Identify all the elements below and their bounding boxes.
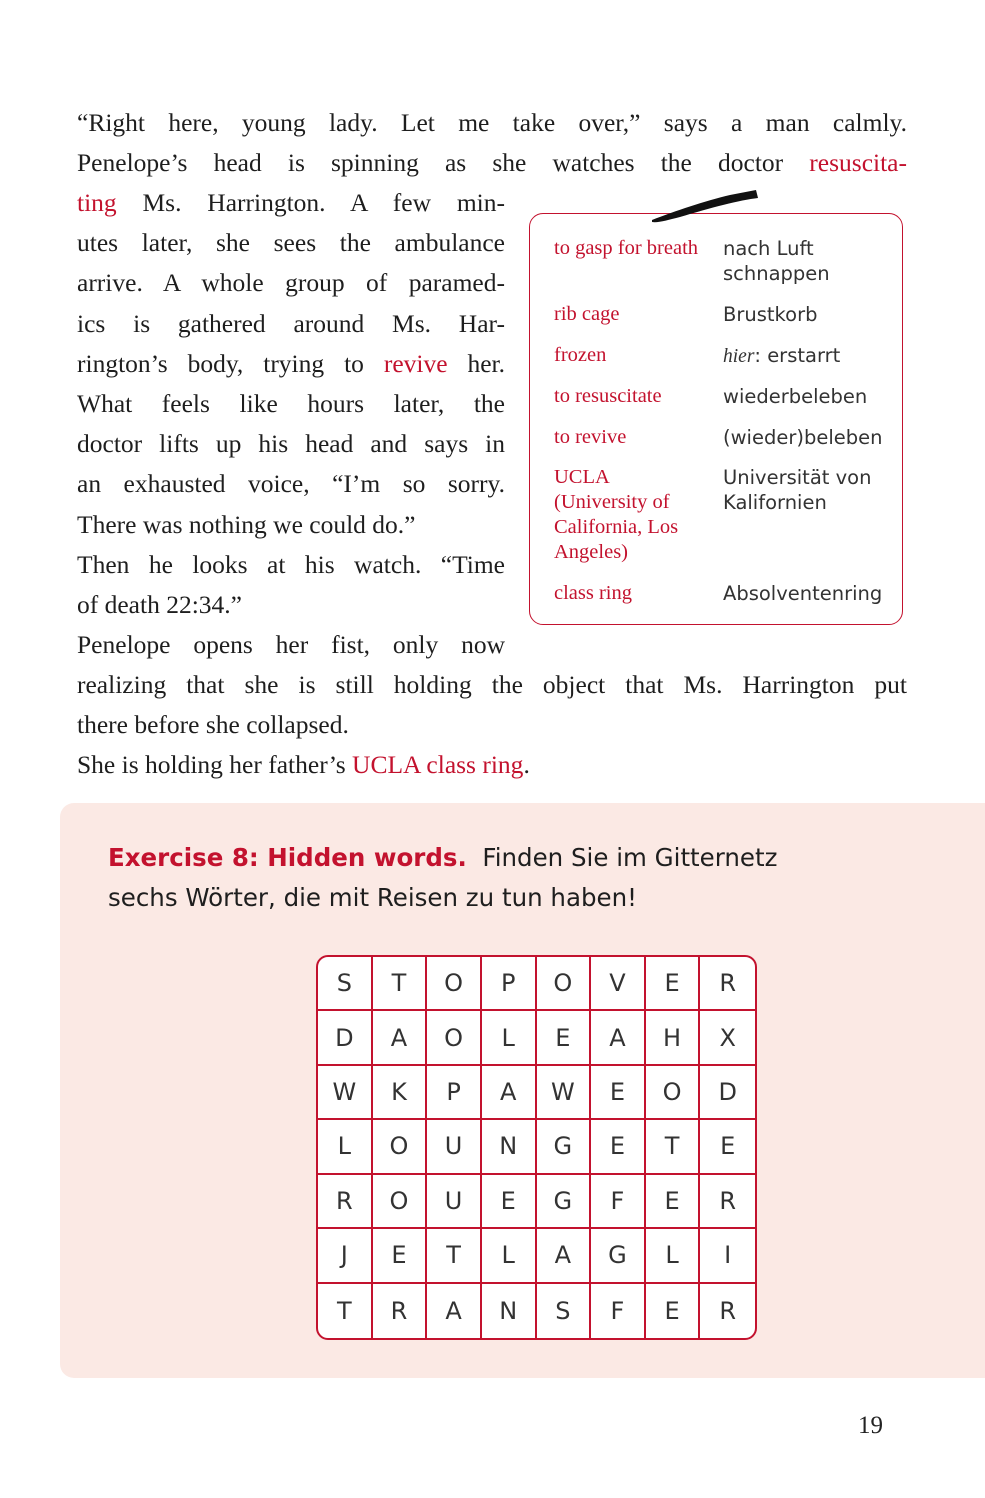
exercise-instructions bbox=[108, 838, 908, 918]
story-line: Then he looks at his watch. “Time bbox=[77, 549, 505, 579]
story-text-middle bbox=[77, 183, 505, 665]
story-line: Penelope’s head is spinning as she watches the doctor resuscita- bbox=[77, 148, 907, 178]
grid-cell[interactable]: T bbox=[646, 1120, 701, 1174]
story-line: doctor lifts up his head and says in bbox=[77, 429, 505, 459]
grid-cell[interactable]: U bbox=[427, 1175, 482, 1229]
grid-cell[interactable]: N bbox=[482, 1120, 537, 1174]
vocab-english: rib cage bbox=[554, 303, 620, 325]
grid-cell[interactable]: L bbox=[318, 1120, 373, 1174]
grid-cell[interactable]: E bbox=[646, 957, 701, 1011]
grid-cell[interactable]: E bbox=[537, 1011, 592, 1065]
vocab-german: Brustkorb bbox=[723, 303, 818, 326]
story-line: of death 22:34.” bbox=[77, 590, 242, 620]
grid-cell[interactable]: N bbox=[482, 1284, 537, 1338]
grid-cell[interactable]: E bbox=[700, 1120, 755, 1174]
vocab-german: Absolventenring bbox=[723, 582, 883, 605]
grid-cell[interactable]: X bbox=[700, 1011, 755, 1065]
grid-cell[interactable]: P bbox=[482, 957, 537, 1011]
grid-cell[interactable]: P bbox=[427, 1066, 482, 1120]
vocab-english: to resuscitate bbox=[554, 385, 662, 407]
story-line: rington’s body, trying to revive her. bbox=[77, 348, 505, 378]
exercise-instruction: Finden Sie im Gitternetz bbox=[482, 843, 778, 872]
grid-cell[interactable]: R bbox=[318, 1175, 373, 1229]
grid-cell[interactable]: F bbox=[591, 1175, 646, 1229]
page-number: 19 bbox=[858, 1412, 883, 1439]
grid-cell[interactable]: O bbox=[537, 957, 592, 1011]
marker-stroke-icon bbox=[650, 186, 760, 226]
grid-cell[interactable]: O bbox=[427, 1011, 482, 1065]
story-line: ics is gathered around Ms. Har- bbox=[77, 308, 505, 338]
vocab-german: nach Luft schnappen bbox=[723, 237, 830, 285]
grid-cell[interactable]: F bbox=[591, 1284, 646, 1338]
grid-cell[interactable]: A bbox=[427, 1284, 482, 1338]
grid-cell[interactable]: S bbox=[537, 1284, 592, 1338]
exercise-title: Exercise 8: Hidden words. bbox=[108, 843, 467, 872]
grid-cell[interactable]: R bbox=[700, 1175, 755, 1229]
story-line: realizing that she is still holding the object that Ms. Harrington put bbox=[77, 670, 907, 699]
story-line: ting Ms. Harrington. A few min- bbox=[77, 188, 505, 217]
grid-cell[interactable]: G bbox=[537, 1175, 592, 1229]
highlighted-word: revive bbox=[383, 348, 448, 378]
vocab-english: to gasp for breath bbox=[554, 237, 699, 259]
grid-cell[interactable]: A bbox=[591, 1011, 646, 1065]
story-line: She is holding her father’s UCLA class ring. bbox=[77, 750, 530, 780]
story-text-bottom bbox=[77, 665, 907, 786]
grid-cell[interactable]: H bbox=[646, 1011, 701, 1065]
grid-cell[interactable]: T bbox=[318, 1284, 373, 1338]
grid-cell[interactable]: A bbox=[482, 1066, 537, 1120]
vocab-english: class ring bbox=[554, 582, 632, 604]
grid-cell[interactable]: O bbox=[373, 1175, 428, 1229]
vocab-german: Universität von Kalifornien bbox=[723, 466, 872, 514]
grid-cell[interactable]: W bbox=[318, 1066, 373, 1120]
vocab-german: hier: erstarrt bbox=[723, 344, 841, 367]
grid-cell[interactable]: E bbox=[646, 1284, 701, 1338]
story-line: there before she collapsed. bbox=[77, 710, 349, 740]
vocab-note: hier bbox=[723, 346, 755, 367]
vocab-german: wiederbeleben bbox=[723, 385, 868, 408]
story-line: arrive. A whole group of paramed- bbox=[77, 268, 505, 298]
grid-cell[interactable]: I bbox=[700, 1229, 755, 1283]
grid-cell[interactable]: E bbox=[373, 1229, 428, 1283]
story-line: There was nothing we could do.” bbox=[77, 509, 416, 539]
word-search-grid bbox=[316, 955, 757, 1340]
grid-cell[interactable]: T bbox=[427, 1229, 482, 1283]
grid-cell[interactable]: E bbox=[591, 1120, 646, 1174]
vocab-english: to revive bbox=[554, 426, 627, 448]
grid-cell[interactable]: T bbox=[373, 957, 428, 1011]
grid-cell[interactable]: O bbox=[373, 1120, 428, 1174]
story-text-top bbox=[77, 103, 907, 183]
grid-cell[interactable]: R bbox=[700, 957, 755, 1011]
vocabulary-box bbox=[529, 213, 903, 625]
grid-cell[interactable]: O bbox=[427, 957, 482, 1011]
highlighted-word: ting bbox=[77, 188, 117, 217]
grid-cell[interactable]: E bbox=[482, 1175, 537, 1229]
grid-cell[interactable]: L bbox=[646, 1229, 701, 1283]
grid-cell[interactable]: D bbox=[318, 1011, 373, 1065]
highlighted-word: resuscita- bbox=[809, 148, 907, 178]
exercise-instruction: sechs Wörter, die mit Reisen zu tun haben! bbox=[108, 883, 637, 912]
grid-cell[interactable]: U bbox=[427, 1120, 482, 1174]
grid-cell[interactable]: W bbox=[537, 1066, 592, 1120]
story-line: Penelope opens her fist, only now bbox=[77, 630, 505, 660]
story-line: utes later, she sees the ambulance bbox=[77, 228, 505, 258]
grid-cell[interactable]: O bbox=[646, 1066, 701, 1120]
grid-cell[interactable]: V bbox=[591, 957, 646, 1011]
grid-cell[interactable]: R bbox=[719, 1296, 737, 1325]
grid-cell[interactable]: L bbox=[482, 1229, 537, 1283]
grid-cell[interactable]: K bbox=[373, 1066, 428, 1120]
grid-cell[interactable]: L bbox=[482, 1011, 537, 1065]
story-line: “Right here, young lady. Let me take over,” says a man calmly. bbox=[77, 108, 907, 137]
grid-cell[interactable]: J bbox=[318, 1229, 373, 1283]
grid-cell[interactable]: S bbox=[318, 957, 373, 1011]
grid-cell[interactable]: E bbox=[591, 1066, 646, 1120]
grid-cell[interactable]: A bbox=[537, 1229, 592, 1283]
grid-cell[interactable]: G bbox=[537, 1120, 592, 1174]
grid-cell[interactable]: A bbox=[373, 1011, 428, 1065]
story-line: an exhausted voice, “I’m so sorry. bbox=[77, 469, 505, 499]
grid-cell[interactable]: R bbox=[373, 1284, 428, 1338]
grid-cell[interactable]: D bbox=[700, 1066, 755, 1120]
story-line: What feels like hours later, the bbox=[77, 389, 505, 419]
grid-cell[interactable]: G bbox=[591, 1229, 646, 1283]
grid-cell[interactable]: E bbox=[646, 1175, 701, 1229]
vocab-english: UCLA (University of California, Los Angeles) bbox=[554, 466, 679, 563]
vocab-german: (wieder)beleben bbox=[723, 426, 883, 449]
highlighted-word: UCLA class ring bbox=[352, 750, 524, 780]
vocab-english: frozen bbox=[554, 344, 607, 366]
